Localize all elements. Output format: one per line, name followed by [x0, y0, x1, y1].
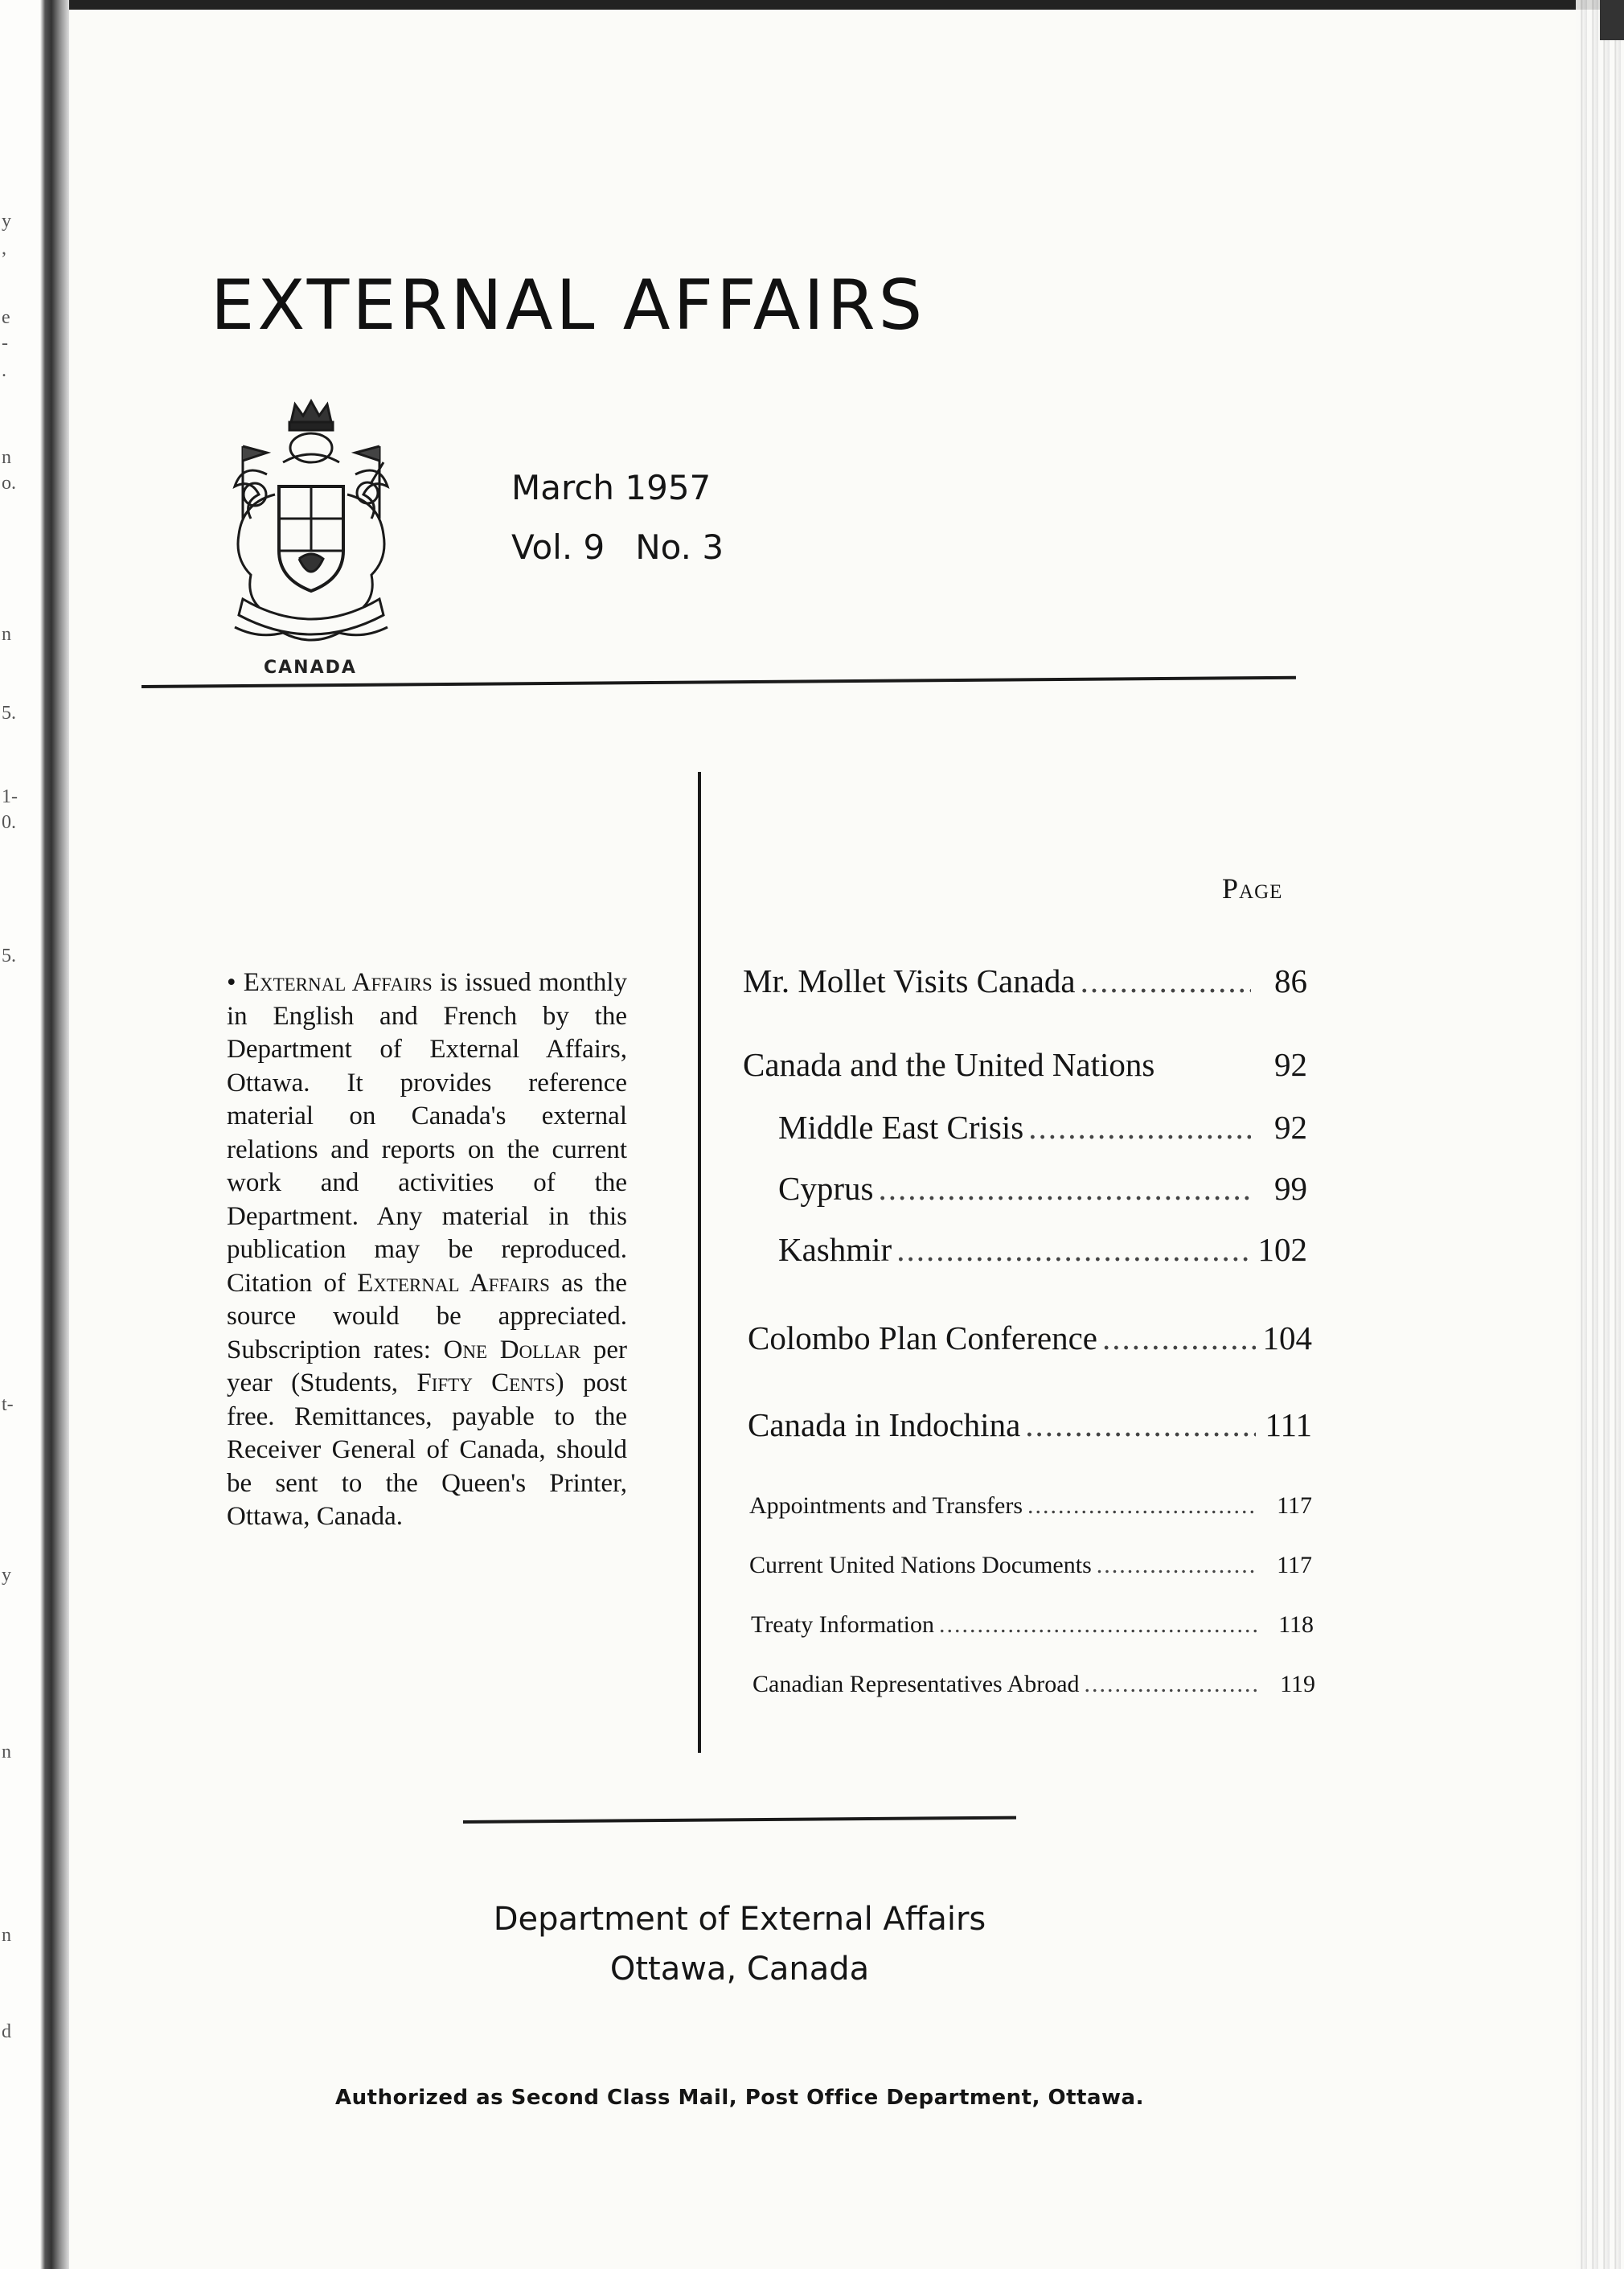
toc-entry-page: 104 [1262, 1319, 1312, 1356]
scan-edge-right [1576, 0, 1624, 2269]
toc-entry [748, 1405, 1312, 1444]
toc-entry-title: Mr. Mollet Visits Canada [743, 962, 1076, 999]
toc-leader-dots [878, 1169, 1251, 1208]
toc-entry [749, 1552, 1312, 1579]
toc-entry-page: 92 [1274, 1109, 1307, 1146]
fragment: e [2, 307, 10, 328]
toc-entry-title: Middle East Crisis [778, 1109, 1024, 1146]
fragment: 1- [2, 786, 18, 807]
toc-entry-page: 118 [1278, 1611, 1314, 1638]
fragment: d [2, 2021, 11, 2042]
header-divider [141, 676, 1296, 688]
fragment: , [2, 238, 6, 259]
issue-date: March 1957 [511, 468, 712, 507]
blurb-text: ) post free. Remittances, payable to the Receiver General of Canada, should be sent to the Queen's Printer, Ottawa, Canada. [227, 1368, 627, 1531]
toc-entry-page: 117 [1277, 1492, 1312, 1519]
toc-leader-dots [1097, 1552, 1256, 1579]
masthead-title: EXTERNAL AFFAIRS [211, 265, 926, 346]
fragment: y [2, 211, 11, 232]
toc-entry-title: Canada and the United Nations [743, 1046, 1155, 1083]
toc-entry-title: Canadian Representatives Abroad [753, 1671, 1080, 1697]
toc-leader-dots [896, 1230, 1251, 1269]
mail-authorization: Authorized as Second Class Mail, Post Office Department, Ottawa. [335, 2086, 1144, 2110]
issue-volume-number [511, 527, 724, 567]
toc-entry [748, 1319, 1312, 1357]
fragment: t- [2, 1394, 14, 1415]
fragment: n [2, 447, 11, 468]
fragment: n [2, 1742, 11, 1762]
toc-entry-page: 117 [1277, 1552, 1312, 1578]
scan-edge-top [0, 0, 1624, 10]
toc-entry [743, 962, 1307, 1000]
toc-entry-page: 99 [1274, 1170, 1307, 1207]
department-location: Ottawa, Canada [609, 1951, 870, 1988]
issue-volume: Vol. 9 [511, 527, 605, 567]
blurb-bullet: • [227, 968, 244, 997]
crest-label: CANADA [264, 658, 357, 678]
department-block [0, 1894, 1479, 1994]
footer-divider [463, 1816, 1016, 1824]
toc-entry-title: Current United Nations Documents [749, 1552, 1092, 1578]
toc-leader-dots [939, 1611, 1257, 1639]
fragment: n [2, 1925, 11, 1946]
blurb-publication-name: External Affairs [243, 968, 433, 997]
toc-entry-title: Colombo Plan Conference [748, 1319, 1097, 1356]
toc-page-heading: Page [1222, 872, 1283, 905]
toc-entry [749, 1492, 1312, 1520]
blurb-text: per year (Students, [227, 1335, 627, 1397]
blurb-price: One Dollar [443, 1335, 581, 1364]
toc-entry-title: Cyprus [778, 1170, 874, 1207]
fragment: y [2, 1565, 11, 1586]
toc-entry [778, 1108, 1307, 1147]
blurb-publication-name: External Affairs [357, 1268, 550, 1298]
blurb-price: Fifty Cents [416, 1368, 556, 1397]
toc-leader-dots [1085, 1671, 1259, 1698]
toc-entry [778, 1169, 1307, 1208]
toc-entry [751, 1611, 1314, 1639]
fragment: - [2, 333, 8, 354]
toc-entry-page: 86 [1274, 962, 1307, 999]
fragment: o. [2, 473, 16, 494]
toc-entry-title: Appointments and Transfers [749, 1492, 1023, 1519]
fragment: n [2, 624, 11, 645]
fragment: 0. [2, 812, 16, 833]
toc-leader-dots [1081, 962, 1251, 1000]
toc-leader-dots [1102, 1319, 1256, 1357]
fragment: 5. [2, 703, 16, 724]
toc-leader-dots [1025, 1405, 1256, 1444]
toc-entry-title: Canada in Indochina [748, 1406, 1021, 1443]
scan-edge-corner [1600, 0, 1624, 40]
toc-entry-page: 92 [1274, 1046, 1307, 1083]
toc-entry [778, 1230, 1307, 1269]
toc-entry-page: 111 [1265, 1406, 1312, 1443]
fragment: 5. [2, 946, 16, 966]
toc-entry-title: Kashmir [778, 1231, 892, 1268]
toc-leader-dots [1027, 1492, 1256, 1520]
toc-entry-page: 119 [1280, 1671, 1315, 1697]
column-divider [698, 772, 701, 1753]
fragment: . [2, 360, 6, 381]
toc-leader-dots [1028, 1108, 1251, 1147]
publication-notice [227, 966, 627, 1534]
toc-entry [753, 1671, 1315, 1698]
toc-entry-page: 102 [1257, 1231, 1307, 1268]
blurb-text: is issued monthly in English and French by the Department of External Affairs, Ottawa. It provides reference material on Canada's external relations and reports on the current work and activities of the Department. Any material in this publication may be reproduced. Citation of [227, 968, 627, 1298]
toc-entry [743, 1045, 1307, 1084]
toc-entry-title: Treaty Information [751, 1611, 935, 1638]
blurb-text: as the source would be appreciated. Subscription rates: [227, 1268, 627, 1364]
department-name: Department of External Affairs [493, 1901, 986, 1938]
coat-of-arms-icon [211, 398, 412, 655]
issue-number: No. 3 [635, 527, 724, 567]
